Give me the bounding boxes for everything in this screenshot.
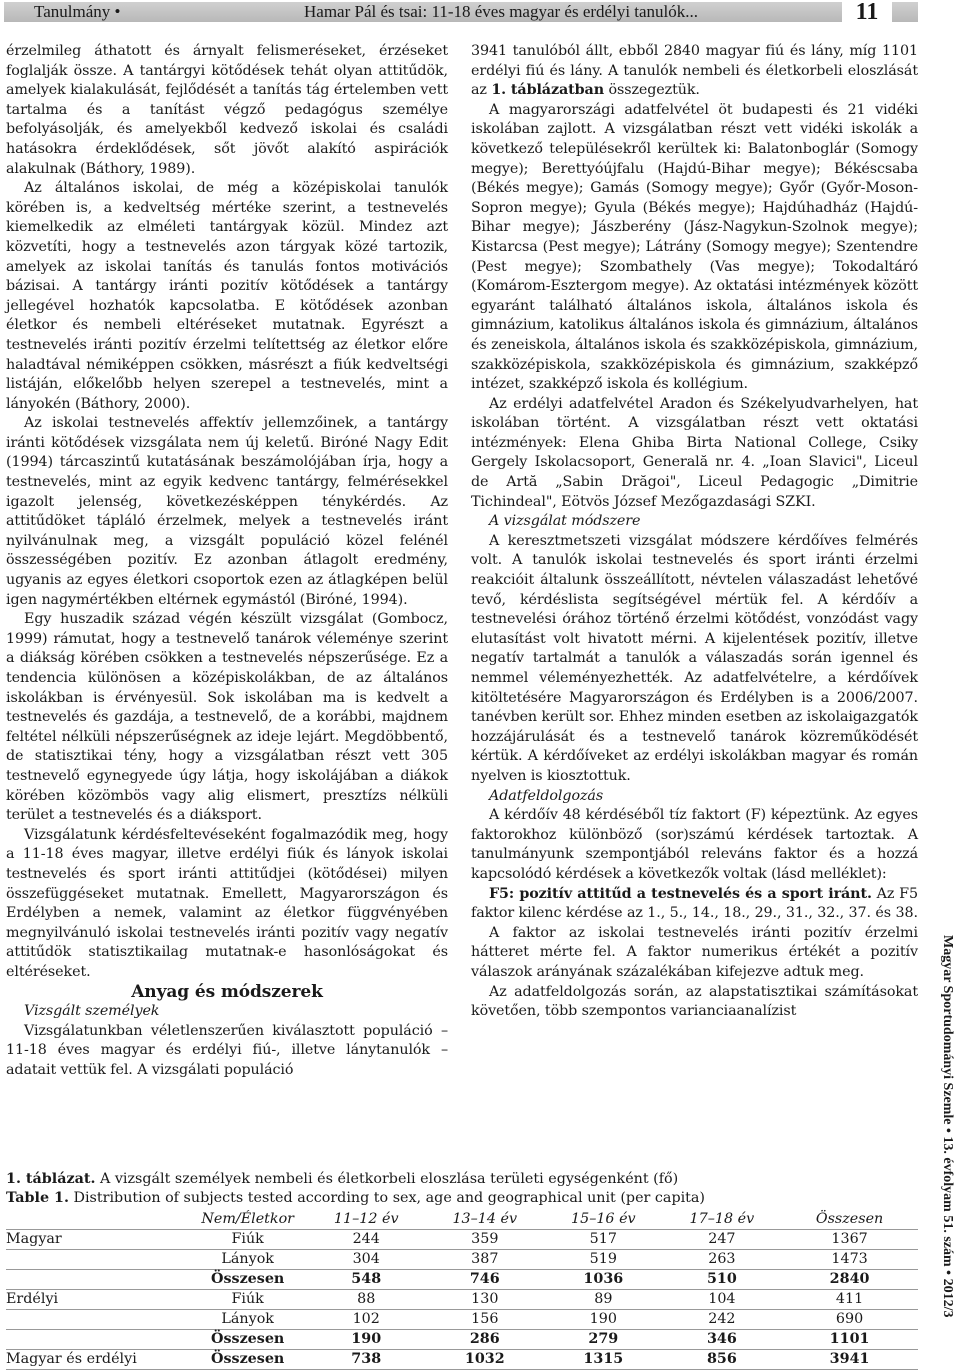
column-header bbox=[6, 1210, 188, 1230]
table-row bbox=[6, 1250, 918, 1270]
column-header: 11–12 év bbox=[307, 1210, 426, 1230]
value-cell: 279 bbox=[544, 1330, 663, 1350]
table-caption-hu bbox=[6, 1170, 678, 1189]
section-label: Tanulmány • bbox=[34, 2, 121, 21]
value-cell: 1473 bbox=[781, 1250, 918, 1270]
journal-spine bbox=[935, 935, 959, 1361]
column-header: Nem/Életkor bbox=[188, 1210, 307, 1230]
paragraph: Vizsgálatunk kérdésfeltevéseként fogalmazódik meg, hogy a 11-18 éves magyar, illetve erdélyi fiúk és lányok iskolai testnevelés és sport iránti attitűdjei (kötődései) milyen összefüggéseket mutatnak. Emellett, Magyarországon és Erdélyben a nemek, valamint az életkor függvényében megnyilvánuló iskolai testnevelés iránti pozitív vagy negatív attitűdök statisztikailag mutatnak-e hasonlóságokat és eltéréseket. bbox=[6, 826, 448, 980]
region-cell: Magyar és erdélyi bbox=[6, 1350, 188, 1370]
table-row bbox=[6, 1290, 918, 1310]
paragraph: Az általános iskolai, de még a középiskolai tanulók körében is, a kedveltség mértéke szerint, a testnevelés kiemelkedik az elméleti tantárgyak közül. Mindez azt közvetíti, hogy a testnevelés azon tárgyak közé tartozik, amelyek az iskolai tanítás és tanulás fontos motivációs bázisai. A tantárgy iránti pozitív kötődések a tantárgy jellegével hozhatók kapcsolatba. E kötődések azonban életkor és nembeli eltéréseket mutatnak. Egyrészt a testnevelés iránti pozitív érzelmi telítettség az életkor előre haladtával némiképpen csökken, másrészt a fiúk kedveltségi listáján, előkelőbb helyen szerepel a testnevelés, mint a lányokén (Báthory, 2000). bbox=[6, 180, 448, 412]
value-cell: 1315 bbox=[544, 1350, 663, 1370]
region-cell bbox=[6, 1330, 188, 1350]
table-row bbox=[6, 1350, 918, 1370]
value-cell: 746 bbox=[426, 1270, 545, 1290]
value-cell: 856 bbox=[663, 1350, 782, 1370]
column-header: Összesen bbox=[781, 1210, 918, 1230]
paragraph: Az erdélyi adatfelvétel Aradon és Székelyudvarhelyen, hat iskolában történt. A vizsgálatban részt vett oktatási intézmények: Elena Ghiba Birta National College, Csiky Gergely Iskolacsoport, Generală nr. 4. „Ioan Slavici", Liceul de Artă „Sabin Drăgoi", Liceul Pedagogic „Dimitrie Tichindeal", Eötvös József Mezőgazdasági SZKI. bbox=[471, 395, 918, 510]
value-cell: 510 bbox=[663, 1270, 782, 1290]
value-cell: 2840 bbox=[781, 1270, 918, 1290]
value-cell: 304 bbox=[307, 1250, 426, 1270]
column-header: 15–16 év bbox=[544, 1210, 663, 1230]
section-heading: Anyag és módszerek bbox=[131, 981, 323, 1002]
column-header: 13–14 év bbox=[426, 1210, 545, 1230]
value-cell: 519 bbox=[544, 1250, 663, 1270]
subheading: A vizsgálat módszere bbox=[489, 513, 641, 530]
paragraph: Az adatfeldolgozás során, az alapstatisztikai számításokat követően, több szempontos varianciaanalízist bbox=[471, 983, 918, 1020]
column-header: 17–18 év bbox=[663, 1210, 782, 1230]
value-cell: 263 bbox=[663, 1250, 782, 1270]
value-cell: 387 bbox=[426, 1250, 545, 1270]
paragraph: A faktor az iskolai testnevelés iránti pozitív érzelmi hátteret mérte fel. A faktor numerikus értékét a pozitív válaszok arányának százalékában kifejezve adtuk meg. bbox=[471, 924, 918, 980]
table-reference: 1. táblázatban bbox=[491, 82, 605, 99]
paragraph: érzelmileg áthatott és árnyalt felismeréseket, érzéseket foglalják össze. A tantárgyi kötődések tehát olyan attitűdök, amelyek kialakulását, fejlődését a tanítás tág értelemben vett tartalma és a tanítást végző pedagógus személye befolyásolják, és amelyekből kedvező iskolai és családi hatásokra érdeklődések, sőt jövőt alakító aspirációk alakulnak (Báthory, 1989). bbox=[6, 43, 448, 177]
paragraph bbox=[471, 42, 918, 101]
table-row bbox=[6, 1270, 918, 1290]
value-cell: 156 bbox=[426, 1310, 545, 1330]
value-cell: 130 bbox=[426, 1290, 545, 1310]
table-row bbox=[6, 1330, 918, 1350]
paragraph: A kérdőív 48 kérdéséből tíz faktort (F) képeztünk. Az egyes faktorokhoz különböző (sor)számú kérdések tartoztak. A tanulmányunk szempontjából releváns faktor és a hozzá kapcsolódó kérdések a következők voltak (lásd melléklet): bbox=[471, 807, 918, 882]
distribution-table bbox=[6, 1210, 918, 1370]
region-cell bbox=[6, 1250, 188, 1270]
category-cell: Összesen bbox=[188, 1350, 307, 1370]
value-cell: 738 bbox=[307, 1350, 426, 1370]
category-cell: Összesen bbox=[188, 1330, 307, 1350]
category-cell: Fiúk bbox=[188, 1290, 307, 1310]
value-cell: 89 bbox=[544, 1290, 663, 1310]
value-cell: 517 bbox=[544, 1230, 663, 1250]
value-cell: 104 bbox=[663, 1290, 782, 1310]
value-cell: 1101 bbox=[781, 1330, 918, 1350]
paragraph: A keresztmetszeti vizsgálat módszere kérdőíves felmérés volt. A tanulók iskolai testnevelés és sport iránti érzelmi reakcióit általunk összeállított, névtelen válaszadást lehetővé tevő, kérdéslista segítségével mértük fel. A kérdőív a testnevelési órához történő érzelmi kötődést, vonzódást vagy elutasítást volt hivatott mérni. A kijelentések pozitív, illetve negatív tartalmát a tanulók a válaszadás során igennel és nemmel véleményezhették. Az adatfelvételre, a kérdőívek kitöltetésére Magyarországon és Erdélyben is a 2006/2007. tanévben került sor. Ehhez minden esetben az iskolaigazgatók hozzájárulását és a testnevelő tanárok közreműködését kértük. A kérdőíveket az erdélyi iskolákban magyar és román nyelven is kiosztottuk. bbox=[471, 532, 918, 784]
category-cell: Összesen bbox=[188, 1270, 307, 1290]
value-cell: 1367 bbox=[781, 1230, 918, 1250]
region-cell: Erdélyi bbox=[6, 1290, 188, 1310]
caption-text: Distribution of subjects tested according to sex, age and geographical unit (per capita) bbox=[68, 1190, 706, 1206]
value-cell: 190 bbox=[544, 1310, 663, 1330]
value-cell: 244 bbox=[307, 1230, 426, 1250]
value-cell: 88 bbox=[307, 1290, 426, 1310]
paragraph bbox=[471, 885, 918, 924]
value-cell: 286 bbox=[426, 1330, 545, 1350]
text-run: összegeztük. bbox=[604, 82, 700, 99]
subheading: Adatfeldolgozás bbox=[489, 787, 604, 804]
text-run: Az F5 faktor kilenc kérdése az 1., 5., 14., 18., 29., 31., 32., 37. és 38. bbox=[471, 885, 918, 922]
caption-label: 1. táblázat. bbox=[6, 1171, 96, 1187]
value-cell: 548 bbox=[307, 1270, 426, 1290]
category-cell: Lányok bbox=[188, 1310, 307, 1330]
value-cell: 411 bbox=[781, 1290, 918, 1310]
paragraph: Az iskolai testnevelés affektív jellemzőinek, a tantárgy iránti kötődések vizsgálata nem új keletű. Biróné Nagy Edit (1994) tárcaszintű kutatásának beszámolójában írja, hogy a testnevelés, mint az egyik kedvenc tantárgy, felmérésekkel igazolt jelenség, következésképpen ténykérdés. Az attitűdöket tápláló érzelmek, melyek a testnevelés iránt nyilvánulnak meg, a vizsgált populáció közel felénél összességében pozitív. Ez azonban átlagolt eredmény, ugyanis az egyes életkori csoportok ezen az átlagképen belül igen nagymértékben eltérnek egymástól (Biróné, 1994). bbox=[6, 415, 448, 608]
caption-label: Table 1. bbox=[6, 1190, 69, 1206]
paragraph: Vizsgálatunkban véletlenszerűen kiválasztott populáció – 11-18 éves magyar és erdélyi fiú-, illetve lánytanulók – adatait vettük fel. A vizsgálati populáció bbox=[6, 1022, 448, 1078]
value-cell: 3941 bbox=[781, 1350, 918, 1370]
running-title: Hamar Pál és tsai: 11-18 éves magyar és erdélyi tanulók... bbox=[304, 2, 699, 21]
table-caption-en bbox=[6, 1189, 705, 1208]
region-cell bbox=[6, 1310, 188, 1330]
value-cell: 247 bbox=[663, 1230, 782, 1250]
value-cell: 1036 bbox=[544, 1270, 663, 1290]
paragraph: Egy huszadik század végén készült vizsgálat (Gombocz, 1999) rámutat, hogy a testnevelő tanárok véleménye szerint a diákság körében csökken a testnevelés népszerűsége. Ez a tendencia különösen a középiskolákban, de az általános iskolákban is érvényesül. Sok iskolában ma is kedvelt a testnevelés és gazdája, a testnevelő, de a korábbi, majdnem feltétel nélküli népszerűségnek az ideje lejárt. Megdöbbentő, de statisztikai tény, hogy a vizsgálatban részt vett 305 testnevelő egynegyede úgy látja, hogy iskolájában a diákok körében közömbös vagy alig elismert, presztízs nélküli terület a testnevelés és a diáksport. bbox=[6, 611, 448, 824]
paragraph: A magyarországi adatfelvétel öt budapesti és 21 vidéki iskolában zajlott. A vizsgálatban részt vett vidéki iskolák a következő településekről kerültek ki: Balatonboglár (Somogy megye); Berettyóújfalu (Hajdú-Bihar megye); Békéscsaba (Békés megye); Gamás (Somogy megye); Győr (Győr-Moson-Sopron megye); Gyula (Békés megye); Hajdúhadház (Hajdú-Bihar megye); Jászberény (Jász-Nagykun-Szolnok megye); Kistarcsa (Pest megye); Látrány (Somogy megye); Szentendre (Pest megye); Szombathely (Vas megye); Tokodaltáró (Komárom-Esztergom megye). Az oktatási intézmények között egyaránt található általános iskola, általános iskola és gimnázium, katolikus általános iskola és gimnázium, általános és zeneiskola, általános iskola és szakközépiskola, gimnázium, szakközépiskola, szakközépiskola és gimnázium, szakképző intézet, szakképző iskola és kollégium. bbox=[471, 101, 918, 393]
table-row bbox=[6, 1310, 918, 1330]
region-cell: Magyar bbox=[6, 1230, 188, 1250]
value-cell: 359 bbox=[426, 1230, 545, 1250]
region-cell bbox=[6, 1270, 188, 1290]
page-number: 11 bbox=[842, 0, 892, 24]
value-cell: 102 bbox=[307, 1310, 426, 1330]
category-cell: Lányok bbox=[188, 1250, 307, 1270]
factor-name: F5: pozitív attitűd a testnevelés és a sport iránt. bbox=[489, 885, 872, 902]
value-cell: 690 bbox=[781, 1310, 918, 1330]
value-cell: 242 bbox=[663, 1310, 782, 1330]
text-run: 3941 tanulóból állt, ebből 2840 magyar fiú és lány, míg 1101 erdélyi fiú és lány. A tanulók nembeli és életkorbeli eloszlását az bbox=[471, 43, 918, 99]
table-header-row bbox=[6, 1210, 918, 1230]
value-cell: 190 bbox=[307, 1330, 426, 1350]
subheading: Vizsgált személyek bbox=[24, 1003, 160, 1020]
running-header bbox=[4, 0, 918, 25]
value-cell: 346 bbox=[663, 1330, 782, 1350]
value-cell: 1032 bbox=[426, 1350, 545, 1370]
table-row bbox=[6, 1230, 918, 1250]
journal-spine-text: Magyar Sportudományi Szemle • 13. évfolyam 51. szám • 2012/3 bbox=[940, 935, 955, 1318]
caption-text: A vizsgált személyek nembeli és életkorbeli eloszlása területi egységenként (fő) bbox=[95, 1171, 679, 1187]
category-cell: Fiúk bbox=[188, 1230, 307, 1250]
left-column bbox=[6, 42, 448, 1080]
right-column bbox=[471, 42, 918, 1022]
